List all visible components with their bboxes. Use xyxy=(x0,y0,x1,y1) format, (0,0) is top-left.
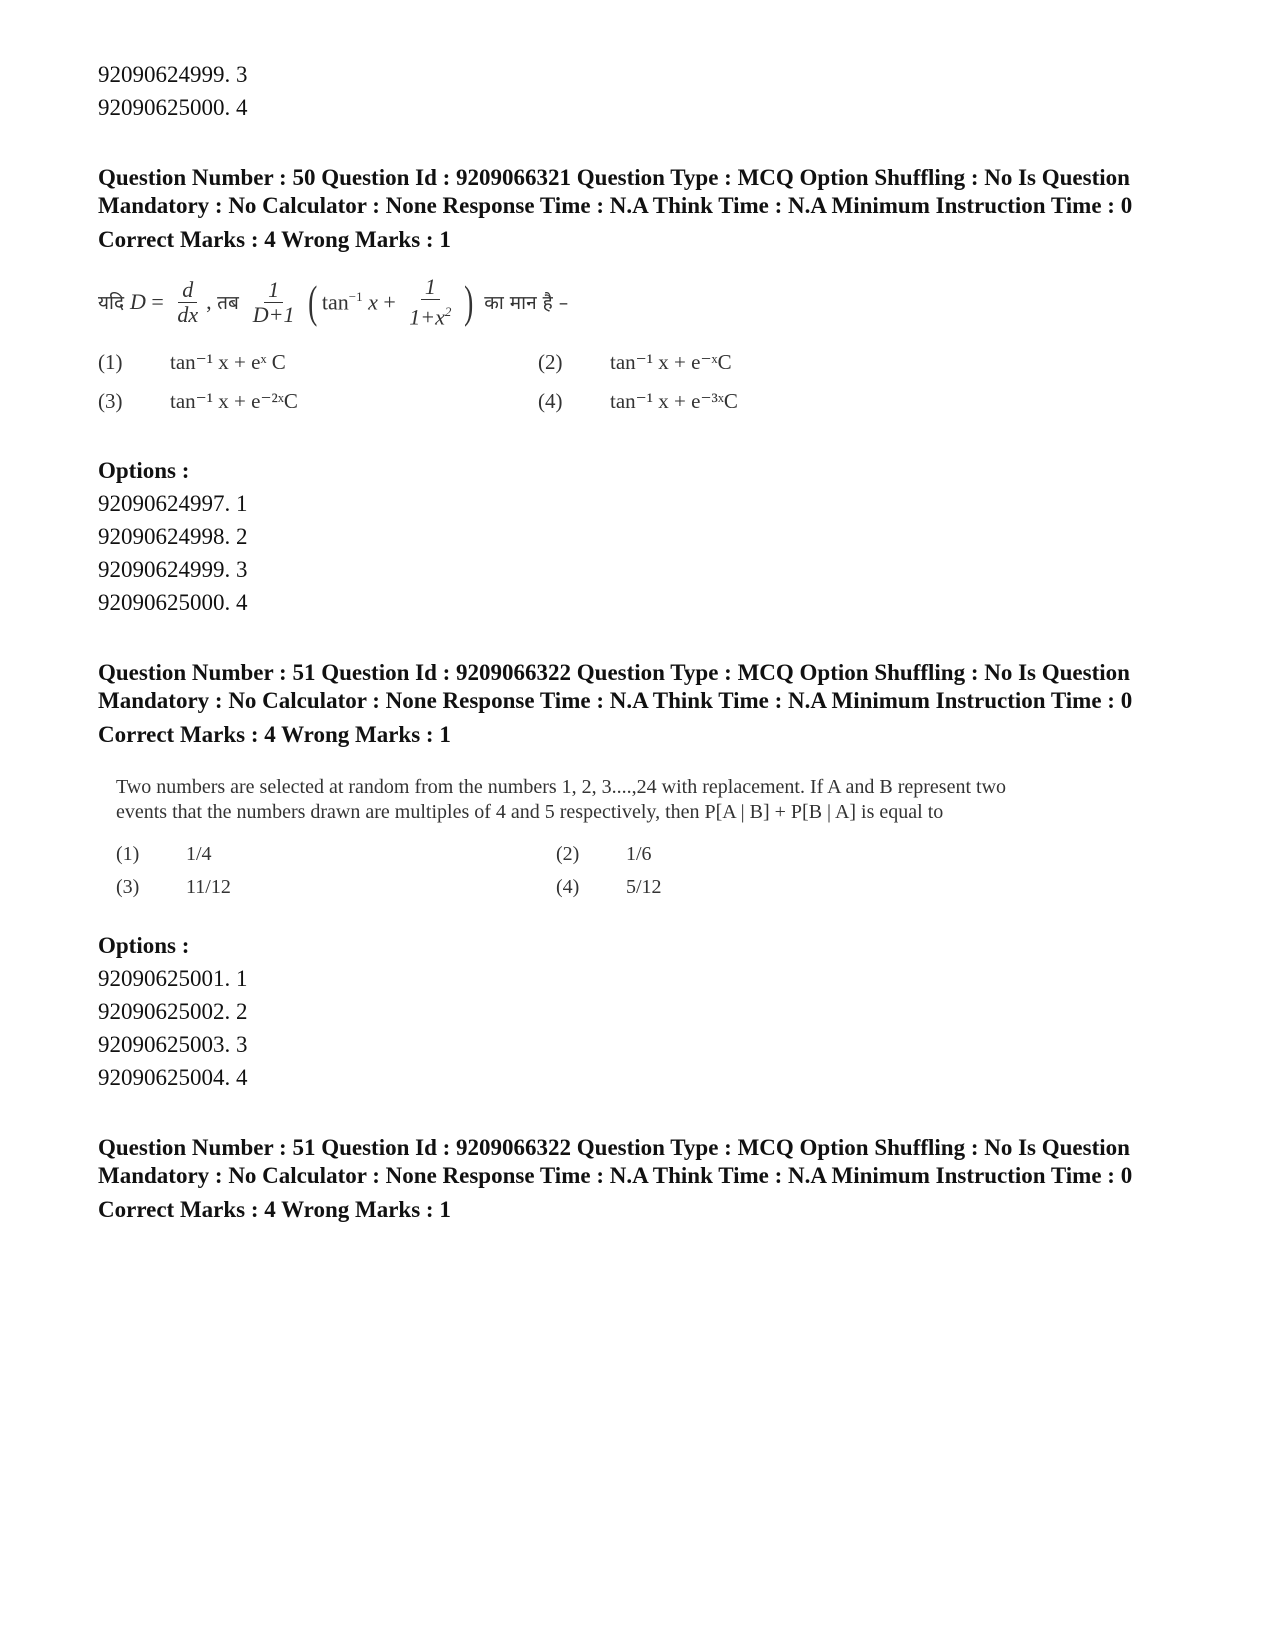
choices-grid xyxy=(98,350,1178,414)
option-line: 92090624999. 3 xyxy=(98,62,248,87)
option-line: 92090624999. 3 xyxy=(98,557,248,582)
question-marks: Correct Marks : 4 Wrong Marks : 1 xyxy=(98,722,451,747)
choice-1: (1) tan⁻¹ x + eˣ C xyxy=(98,350,286,374)
choice-3: (3) 11/12 xyxy=(116,876,231,898)
choice-2: (2) 1/6 xyxy=(556,843,652,865)
choice-1: (1) 1/4 xyxy=(116,843,212,865)
option-line: 92090625001. 1 xyxy=(98,966,248,991)
option-line: 92090624998. 2 xyxy=(98,524,248,549)
inner-fraction: $\frac{1}{1+x^2}$ xyxy=(409,273,452,330)
question-header: Question Number : 51 Question Id : 9209066322 Question Type : MCQ Option Shuffling : No Is Question Mandatory : No Calculator : None Response Time : N.A Think Time : N.A Minimum Instruction Time : 0 xyxy=(98,660,1133,713)
question-stem: यदि D = $\frac{d}{dx}$ , तब $\frac{1}{D+1}$ ( $\tan^{-1} x$ + $\frac{1}{1+x^2}$ ) का मान है – xyxy=(98,273,569,330)
option-line: 92090624997. 1 xyxy=(98,491,248,516)
stem-suffix: का मान है – xyxy=(484,292,569,314)
question-header: Question Number : 50 Question Id : 9209066321 Question Type : MCQ Option Shuffling : No Is Question Mandatory : No Calculator : None Response Time : N.A Think Time : N.A Minimum Instruction Time : 0 xyxy=(98,165,1133,218)
choice-2: (2) tan⁻¹ x + e⁻ˣC xyxy=(538,350,732,374)
option-line: 92090625002. 2 xyxy=(98,999,248,1024)
operator-fraction: $\frac{1}{D+1}$ xyxy=(252,276,295,327)
question-51-repeat xyxy=(98,1134,1178,1224)
choices-grid xyxy=(116,843,1178,899)
question-marks: Correct Marks : 4 Wrong Marks : 1 xyxy=(98,227,451,252)
options-title: Options : xyxy=(98,458,190,483)
stem-then: तब xyxy=(217,292,239,314)
choice-4: (4) 5/12 xyxy=(556,876,662,898)
question-stem: Two numbers are selected at random from the numbers 1, 2, 3....,24 with replacement. If A and B represent two events that the numbers drawn are multiples of 4 and 5 respectively, then P[A | B] + P[B | A] is equal to xyxy=(116,776,1007,823)
choice-4: (4) tan⁻¹ x + e⁻³ˣC xyxy=(538,389,738,413)
options-title: Options : xyxy=(98,933,190,958)
option-line: 92090625003. 3 xyxy=(98,1032,248,1057)
question-50 xyxy=(98,164,1178,619)
derivative-fraction: $\frac{d}{dx}$ xyxy=(177,276,199,327)
question-image xyxy=(98,775,1178,899)
question-header: Question Number : 51 Question Id : 9209066322 Question Type : MCQ Option Shuffling : No Is Question Mandatory : No Calculator : None Response Time : N.A Think Time : N.A Minimum Instruction Time : 0 xyxy=(98,1135,1133,1188)
question-image xyxy=(98,272,1178,414)
option-line: 92090625000. 4 xyxy=(98,590,248,615)
stem-prefix: यदि xyxy=(98,292,125,314)
option-line: 92090625004. 4 xyxy=(98,1065,248,1090)
question-marks: Correct Marks : 4 Wrong Marks : 1 xyxy=(98,1197,451,1222)
choice-3: (3) tan⁻¹ x + e⁻²ˣC xyxy=(98,389,298,413)
document-page xyxy=(98,58,1178,1224)
question-51 xyxy=(98,659,1178,1094)
option-line: 92090625000. 4 xyxy=(98,95,248,120)
